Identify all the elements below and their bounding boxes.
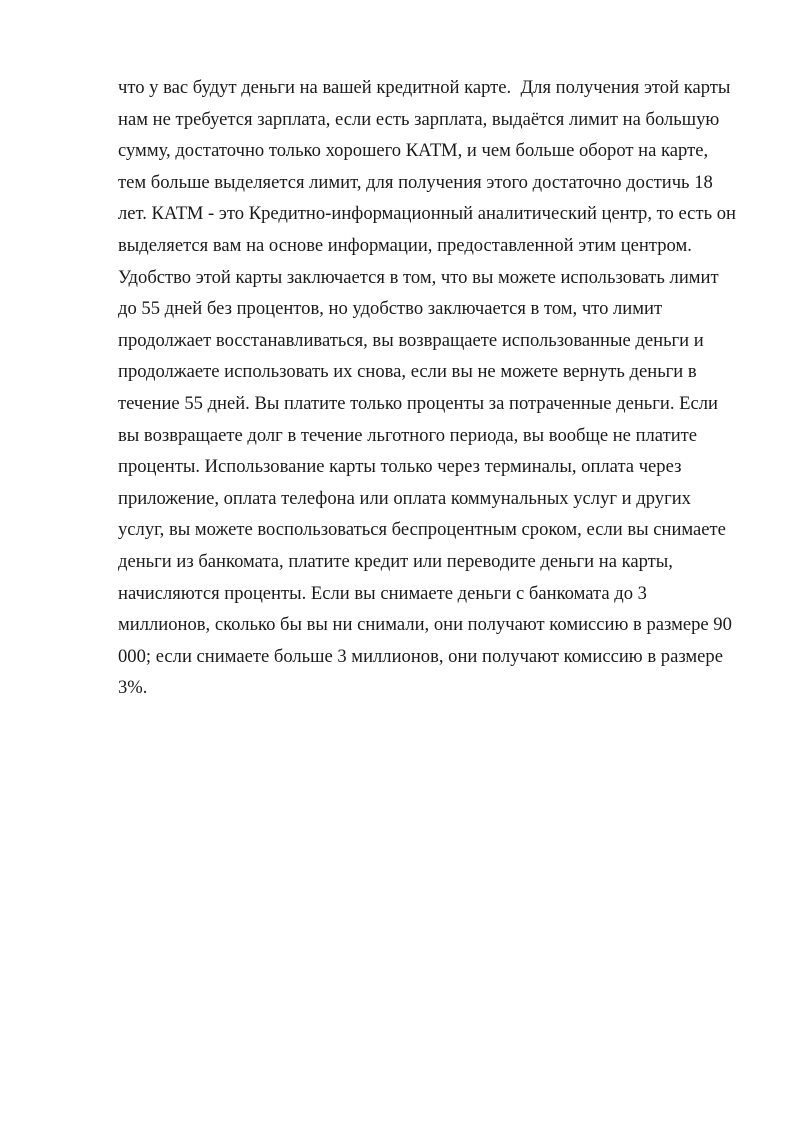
text-line: начисляются проценты. Если вы снимаете деньги с банкомата до 3: [118, 582, 647, 604]
text-line: что у вас будут деньги на вашей кредитной карте. Для получения этой карты: [118, 77, 731, 98]
text-line: сумму, достаточно только хорошего КАТМ, и чем больше оборот на карте,: [118, 140, 709, 162]
text-line: нам не требуется зарплата, если есть зарплата, выдаётся лимит на большую: [118, 108, 720, 130]
text-line: выделяется вам на основе информации, предоставленной этим центром.: [118, 234, 692, 256]
text-line: миллионов, сколько бы вы ни снимали, они получают комиссию в размере 90: [118, 614, 732, 636]
text-line: 000; если снимаете больше 3 миллионов, они получают комиссию в размере: [118, 645, 723, 667]
text-line: 3%.: [118, 677, 148, 699]
text-line: до 55 дней без процентов, но удобство заключается в том, что лимит: [118, 298, 663, 320]
text-line: течение 55 дней. Вы платите только проценты за потраченные деньги. Если: [118, 392, 718, 414]
text-line: тем больше выделяется лимит, для получения этого достаточно достичь 18: [118, 171, 713, 193]
text-line: Удобство этой карты заключается в том, что вы можете использовать лимит: [118, 266, 719, 288]
text-line: проценты. Использование карты только через терминалы, оплата через: [118, 456, 682, 478]
text-line: продолжаете использовать их снова, если вы не можете вернуть деньги в: [118, 361, 697, 383]
body-paragraph: [118, 72, 748, 704]
text-line: услуг, вы можете воспользоваться беспроцентным сроком, если вы снимаете: [118, 519, 726, 541]
text-line: деньги из банкомата, платите кредит или переводите деньги на карты,: [118, 550, 673, 572]
text-line: продолжает восстанавливаться, вы возвращаете использованные деньги и: [118, 329, 704, 351]
text-line: лет. КАТМ - это Кредитно-информационный аналитический центр, то есть он: [118, 203, 736, 225]
text-line: приложение, оплата телефона или оплата коммунальных услуг и других: [118, 487, 691, 509]
text-line: вы возвращаете долг в течение льготного периода, вы вообще не платите: [118, 424, 698, 446]
